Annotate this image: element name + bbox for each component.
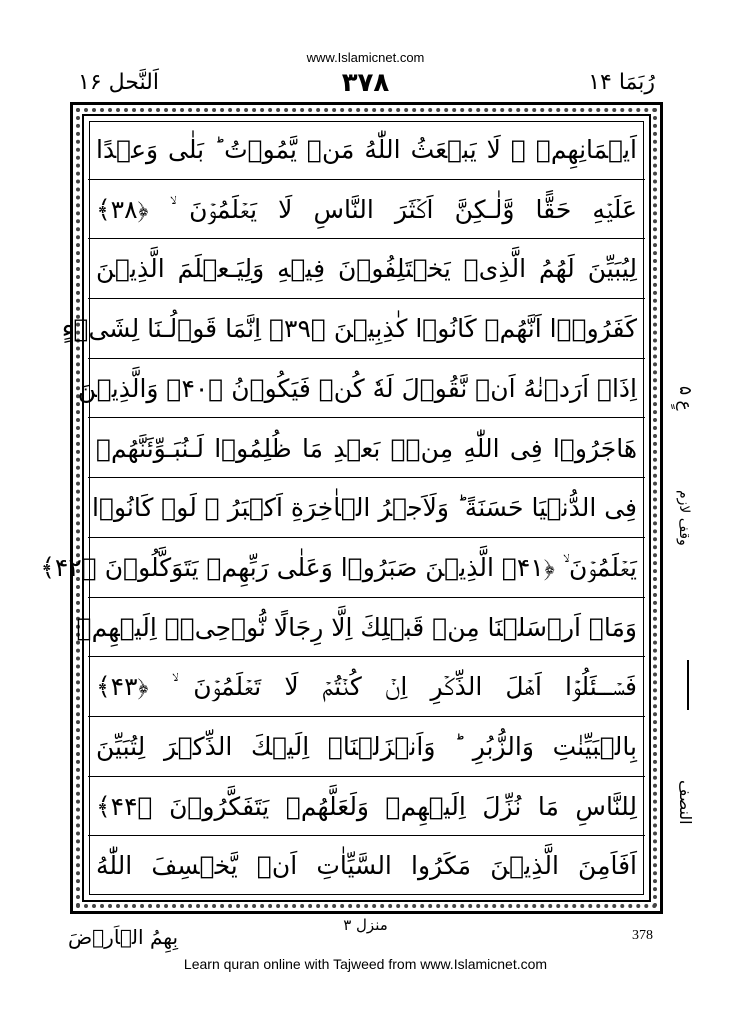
verse-line-2: عَلَيۡهِ حَقًّا وَّلٰـكِنَّ اَكۡثَرَ النَّاسِ لَا يَعۡلَمُوۡنَ ۙ‏ ﴿۳۸﴾ — [88, 180, 645, 240]
ruku-label: رُبَمَا ۱۴ — [588, 70, 655, 95]
verse-line-13: اَفَاَمِنَ الَّذِيۡنَ مَكَرُوا السَّيِّاٰتِ اَنۡ يَّخۡسِفَ اللّٰهُ — [96, 851, 637, 881]
verse-line-5: اِذَاۤ اَرَدۡنٰهُ اَنۡ نَّقُوۡلَ لَهٗ كُنۡ فَيَكُوۡنُ ﴿۴۰﴾ وَالَّذِيۡنَ — [88, 359, 645, 419]
verse-line-10: فَسۡــئَلُوۡۤا اَهۡلَ الذِّكۡرِ اِنۡ كُنۡتُمۡ لَا تَعۡلَمُوۡنَ ۙ‏ ﴿۴۳﴾ — [88, 657, 645, 717]
waqf-margin-note: وقف لازم — [676, 490, 692, 546]
verse-line-8: يَعۡلَمُوۡنَ ۙ ﴿۴۱﴾ الَّذِيۡنَ صَبَرُوۡا وَعَلٰى رَبِّهِمۡ يَتَوَكَّلُوۡنَ ﴿۴۲﴾ — [88, 538, 645, 598]
verse-line-11: بِالۡبَيِّنٰتِ وَالزُّبُرِ ؕ وَاَنۡزَلۡنَاۤ اِلَيۡكَ الذِّكۡرَ لِتُبَيِّنَ — [88, 717, 645, 777]
site-url-top: www.Islamicnet.com — [306, 50, 425, 65]
verse-line-3: لِيُبَيِّنَ لَهُمُ الَّذِىۡ يَخۡتَلِفُوۡنَ فِيۡهِ وَلِيَـعۡلَمَ الَّذِيۡنَ — [88, 239, 645, 299]
page-number-arabic: ۳۷۸ — [341, 68, 390, 98]
page-number: 378 — [632, 928, 653, 943]
text-block — [40, 120, 645, 896]
verse-line-1: اَيۡمَانِهِمۡ ۙ لَا يَبۡعَثُ اللّٰهُ مَنۡ يَّمُوۡتُ ؕ بَلٰى وَعۡدًا — [88, 120, 645, 180]
manzil-label: منزل ۳ — [343, 916, 388, 934]
verse-line-12: لِلنَّاسِ مَا نُزِّلَ اِلَيۡهِمۡ وَلَعَلَّهُمۡ يَتَفَكَّرُوۡنَ ﴿۴۴﴾ — [88, 777, 645, 837]
verse-line-4: كَفَرُوۡۤا اَنَّهُمۡ كَانُوۡا كٰذِبِيۡنَ ﴿۳۹﴾ اِنَّمَا قَوۡلُـنَا لِشَىۡءٍ — [88, 299, 645, 359]
surah-label: اَلنَّحل ۱۶ — [78, 70, 159, 95]
nisf-margin-note: النصف — [676, 780, 695, 825]
margin-divider — [687, 660, 689, 710]
verse-line-6: هَاجَرُوۡا فِى اللّٰهِ مِنۡۢ بَعۡدِ مَا ظُلِمُوۡا لَـنُبَـوِّئَنَّهُمۡ — [88, 419, 645, 479]
verse-line-9: وَمَاۤ اَرۡسَلۡنَا مِنۡ قَبۡلِكَ اِلَّا رِجَالًا نُّوۡحِىۡۤ اِلَيۡهِمۡ — [88, 598, 645, 658]
ruku-margin-mark: عٍ ۵ — [675, 386, 695, 411]
site-url-bottom: Learn quran online with Tajweed from www.Islamicnet.com — [183, 956, 548, 972]
catchword: بِهِمُ الۡاَرۡضَ — [68, 925, 179, 949]
verse-line-7: فِى الدُّنۡيَا حَسَنَةً ؕ وَلَاَجۡرُ الۡاٰخِرَةِ اَكۡبَرُ ۘ لَوۡ كَانُوۡا — [88, 478, 645, 538]
